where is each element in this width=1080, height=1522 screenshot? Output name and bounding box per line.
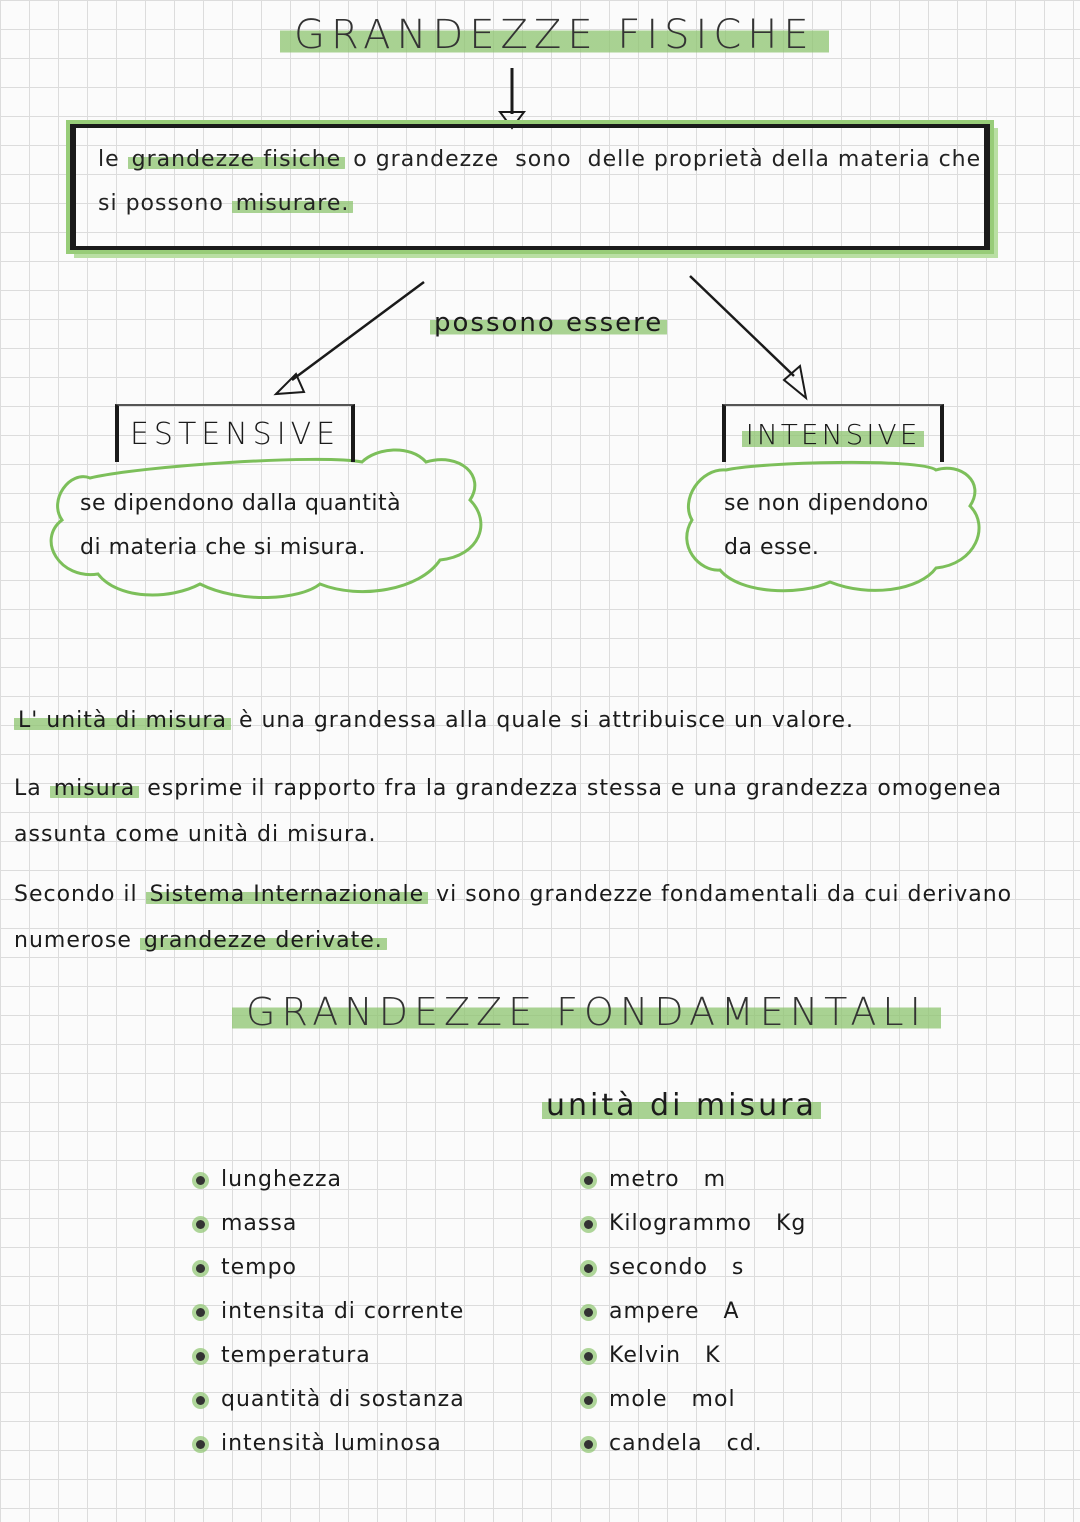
unit-symbol: A <box>723 1299 740 1324</box>
bullet-icon <box>584 1352 593 1361</box>
bullet-icon <box>584 1220 593 1229</box>
unit-name: Kilogrammo <box>609 1211 752 1236</box>
list-item <box>584 1290 806 1334</box>
arrow-head-extensive <box>276 374 304 394</box>
definition-text <box>98 138 988 226</box>
bullet-icon <box>196 1264 205 1273</box>
unit-name: mole <box>609 1387 668 1412</box>
bullet-icon <box>584 1396 593 1405</box>
bullet-icon <box>584 1308 593 1317</box>
unit-name: secondo <box>609 1255 708 1280</box>
def-word: o <box>353 147 368 172</box>
paragraph-text: La <box>14 776 50 801</box>
list-item: intensita di corrente <box>196 1290 465 1334</box>
highlight-sistema-internazionale: Sistema Internazionale <box>146 882 428 907</box>
bullet-icon <box>584 1440 593 1449</box>
unit-name: candela <box>609 1431 703 1456</box>
list-item: quantità di sostanza <box>196 1378 465 1422</box>
category-extensive-box <box>115 404 355 462</box>
unit-symbol: K <box>705 1343 721 1368</box>
def-word: sono <box>515 147 572 172</box>
connector-label: possono essere <box>430 308 667 338</box>
arrow-to-intensive <box>690 276 794 376</box>
bullet-icon <box>196 1176 205 1185</box>
paragraph-unit-definition <box>14 698 1064 744</box>
def-word: delle <box>587 147 646 172</box>
list-item <box>584 1378 806 1422</box>
intensive-line-1: se non dipendono <box>724 491 929 516</box>
intensive-description <box>724 482 929 570</box>
unit-symbol: mol <box>691 1387 736 1412</box>
list-item: massa <box>196 1202 465 1246</box>
def-word: si possono <box>98 191 224 216</box>
list-item <box>584 1246 806 1290</box>
fundamentals-title: GRANDEZZE FONDAMENTALI <box>232 990 941 1034</box>
def-highlight-misurare: misurare. <box>232 191 354 216</box>
list-item <box>584 1158 806 1202</box>
highlight-misura: misura <box>50 776 139 801</box>
list-item: temperatura <box>196 1334 465 1378</box>
highlight-grandezze-derivate: grandezze derivate. <box>140 928 387 953</box>
list-item <box>584 1334 806 1378</box>
bullet-icon <box>584 1176 593 1185</box>
extensive-line-1: se dipendono dalla quantità <box>80 491 402 516</box>
unit-symbol: m <box>703 1167 727 1192</box>
unit-symbol: cd. <box>726 1431 763 1456</box>
list-item <box>584 1202 806 1246</box>
paragraph-text: Secondo il <box>14 882 146 907</box>
bullet-icon <box>196 1440 205 1449</box>
paragraph-text: vi sono grandezze fondamentali da cui derivano numerose <box>14 882 1013 953</box>
paragraph-text: esprime il rapporto fra la grandezza stessa e una grandezza omogenea assunta come unità di misura. <box>14 776 1003 847</box>
units-header: unità di misura <box>542 1088 821 1123</box>
bullet-icon <box>196 1396 205 1405</box>
def-word: che <box>938 147 982 172</box>
paragraph-text: è una grandessa alla quale si attribuisce un valore. <box>230 708 854 733</box>
def-word: le <box>98 147 120 172</box>
bullet-icon <box>584 1264 593 1273</box>
list-item: intensità luminosa <box>196 1422 465 1466</box>
unit-symbol: Kg <box>775 1211 807 1236</box>
intensive-line-2: da esse. <box>724 535 820 560</box>
page-title: GRANDEZZE FISICHE <box>280 12 829 58</box>
category-intensive-box <box>722 404 944 462</box>
paragraph-si-system <box>14 872 1064 964</box>
bullet-icon <box>196 1308 205 1317</box>
paragraph-measure-definition <box>14 766 1064 858</box>
def-word: della materia <box>771 147 931 172</box>
def-word: proprietà <box>653 147 764 172</box>
unit-name: metro <box>609 1167 680 1192</box>
arrow-to-extensive <box>292 282 424 380</box>
extensive-line-2: di materia che si misura. <box>80 535 366 560</box>
quantities-list <box>196 1158 465 1466</box>
def-highlight-grandezze-fisiche: grandezze fisiche <box>128 147 346 172</box>
unit-symbol: s <box>731 1255 745 1280</box>
category-intensive-label: INTENSIVE <box>742 418 925 451</box>
list-item: lunghezza <box>196 1158 465 1202</box>
def-word: grandezze <box>375 147 500 172</box>
extensive-description <box>80 482 401 570</box>
units-list <box>584 1158 806 1466</box>
list-item <box>584 1422 806 1466</box>
bullet-icon <box>196 1220 205 1229</box>
list-item: tempo <box>196 1246 465 1290</box>
highlight-unita-di-misura: L' unità di misura <box>14 708 231 733</box>
bullet-icon <box>196 1352 205 1361</box>
unit-name: ampere <box>609 1299 700 1324</box>
unit-name: Kelvin <box>609 1343 682 1368</box>
category-extensive-label: ESTENSIVE <box>129 416 341 452</box>
